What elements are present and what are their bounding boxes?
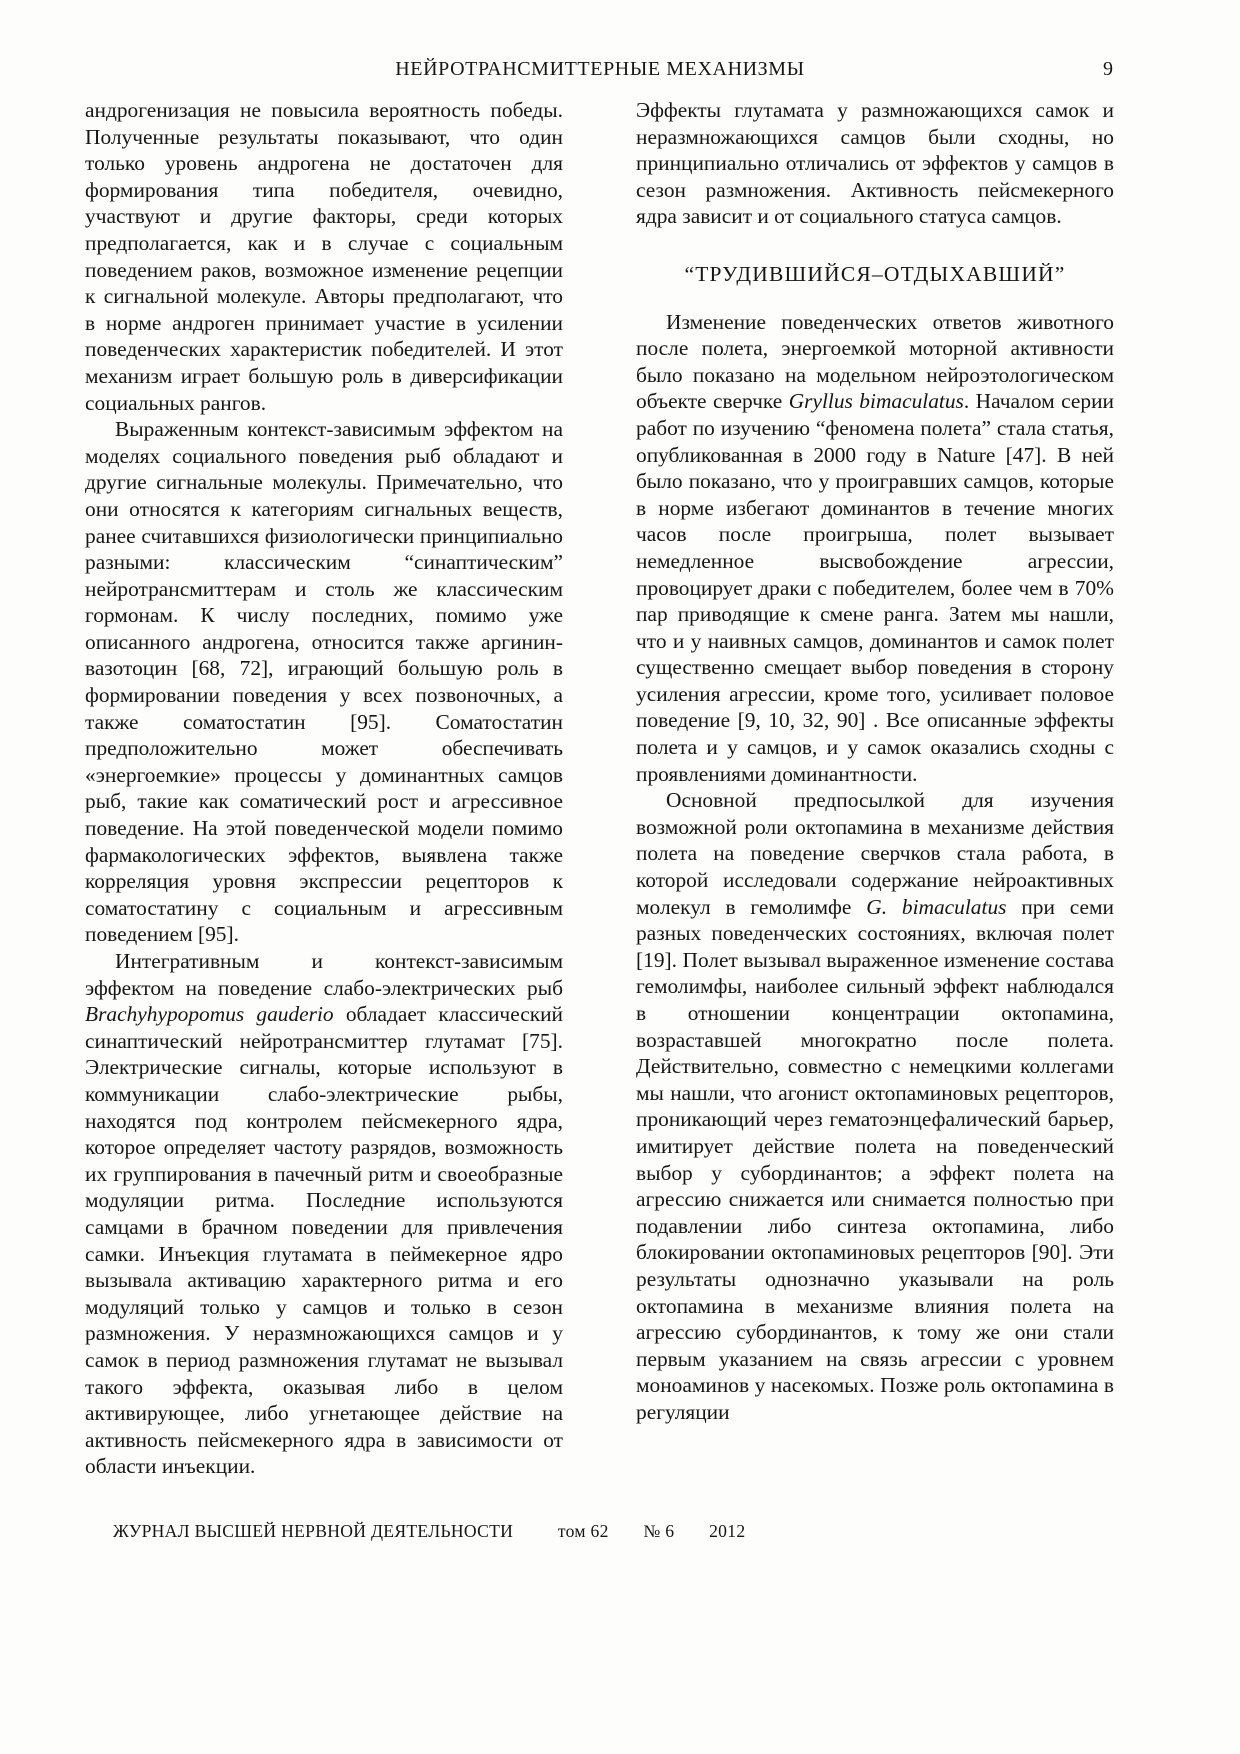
text-segment: обладает классический синаптический нейротрансмиттер глутамат [75]. Электрические сигналы, которые используют в коммуникации слабо-электрические рыбы, находятся под контролем пейсмекерного ядра, которое определяет частоту разрядов, возможность их группирования в пачечный ритм и своеобразные модуляции ритма. Последние используются самцами в брачном поведении для привлечения самки. Инъекция глутамата в пеймекерное ядро вызывала активацию характерного ритма и его модуляций только у самцов и только в сезон размножения. У неразмножающихся самцов и у самок в период размножения глутамат не вызывал такого эффекта, оказывая либо в целом активирующее, либо угнетающее действие на активность пейсмекерного ядра в зависимости от области инъекции. <box>85 1002 563 1479</box>
paragraph-continuation <box>636 97 1114 230</box>
text-segment: андрогенизация не повысила вероятность победы. Полученные результаты показывают, что один только уровень андрогена не достаточен для формирования типа победителя, очевидно, участвуют и другие факторы, среди которых предполагается, как и в случае с социальным поведением раков, возможное изменение рецепции к сигнальной молекуле. Авторы предполагают, что в норме андроген принимает участие в усилении поведенческих характеристик победителей. И этот механизм играет большую роль в диверсификации социальных рангов. <box>85 98 563 415</box>
page-header <box>85 58 1115 84</box>
paragraph <box>636 309 1114 788</box>
footer-volume: том 62 <box>557 1521 609 1541</box>
footer-journal-title: ЖУРНАЛ ВЫСШЕЙ НЕРВНОЙ ДЕЯТЕЛЬНОСТИ <box>113 1521 514 1541</box>
paragraph <box>85 416 563 948</box>
text-columns <box>85 97 1115 1480</box>
text-segment: Изменение поведенческих ответов животного после полета, энергоемкой моторной активности было показано на модельном нейроэтологическом объекте сверчке <box>636 309 1114 414</box>
species-name-italic: G. bimaculatus <box>866 894 1007 919</box>
footer-issue: № 6 <box>643 1521 675 1541</box>
species-name-italic: Gryllus bimaculatus <box>788 389 964 414</box>
text-segment: . Началом серии работ по изучению “феномена полета” стала статья, опубликованная в 2000 году в Nature [47]. В ней было показано, что у проигравших самцов, которые в норме избегают доминантов в течение многих часов после проигрыша, полет вызывает немедленное высвобождение агрессии, провоцирует драки с победителем, более чем в 70% пар приводящие к смене ранга. Затем мы нашли, что и у наивных самцов, доминантов и самок полет существенно смещает выбор поведения в сторону усиления агрессии, кроме того, усиливает половое поведение [9, 10, 32, 90] . Все описанные эффекты полета и у самцов, и у самок оказались сходны с проявлениями доминантности. <box>636 389 1114 786</box>
species-name-italic: Brachyhypopomus gauderio <box>85 1002 334 1027</box>
page-number: 9 <box>1103 58 1113 80</box>
section-heading: “ТРУДИВШИЙСЯ–ОТДЫХАВШИЙ” <box>684 261 1066 286</box>
text-segment: Выраженным контекст-зависимым эффектом на моделях социального поведения рыб обладают и другие сигнальные молекулы. Примечательно, что они относятся к категориям сигнальных веществ, ранее считавшихся физиологически принципиально разными: классическим “синаптическим” нейротрансмиттерам и столь же классическим гормонам. К числу последних, помимо уже описанного андрогена, относится также аргинин-вазотоцин [68, 72], играющий большую роль в формировании поведения у всех позвоночных, а также соматостатин [95]. Соматостатин предположительно может обеспечивать «энергоемкие» процессы у доминантных самцов рыб, такие как соматический рост и агрессивное поведение. На этой поведенческой модели помимо фармакологических эффектов, выявлена также корреляция уровня экспрессии рецепторов к соматостатину с социальным и агрессивным поведением [95]. <box>85 417 563 947</box>
paragraph <box>85 948 563 1480</box>
left-column <box>85 97 563 1480</box>
paragraph-continuation <box>85 97 563 416</box>
page-footer <box>85 1521 1143 1542</box>
text-segment: Основной предпосылкой для изучения возможной роли октопамина в механизме действия полета на поведение сверчков стала работа, в которой исследовали содержание нейроактивных молекул в гемолимфе <box>636 788 1114 919</box>
text-segment: Интегративным и контекст-зависимым эффектом на поведение слабо-электрических рыб <box>85 949 563 1000</box>
right-column <box>636 97 1114 1480</box>
text-segment: при семи разных поведенческих состояниях, включая полет [19]. Полет вызывал выраженное изменение состава гемолимфы, наиболее сильный эффект наблюдался в отношении концентрации октопамина, возраставшей многократно после полета. Действительно, совместно с немецкими коллегами мы нашли, что агонист октопаминовых рецепторов, проникающий через гематоэнцефалический барьер, имитирует действие полета на поведенческий выбор у субординантов; а эффект полета на агрессию снижается или снимается полностью при подавлении либо синтеза октопамина, либо блокировании октопаминовых рецепторов [90]. Эти результаты однозначно указывали на роль октопамина в механизме влияния полета на агрессию субординантов, к тому же они стали первым указанием на связь агрессии с уровнем моноаминов у насекомых. Позже роль октопамина в регуляции <box>636 894 1114 1424</box>
paragraph <box>636 787 1114 1425</box>
running-title: НЕЙРОТРАНСМИТТЕРНЫЕ МЕХАНИЗМЫ <box>395 58 805 80</box>
text-segment: Эффекты глутамата у размножающихся самок и неразмножающихся самцов были сходны, но принципиально отличались от эффектов у самцов в сезон размножения. Активность пейсмекерного ядра зависит и от социального статуса самцов. <box>636 98 1114 229</box>
footer-year: 2012 <box>709 1521 746 1541</box>
